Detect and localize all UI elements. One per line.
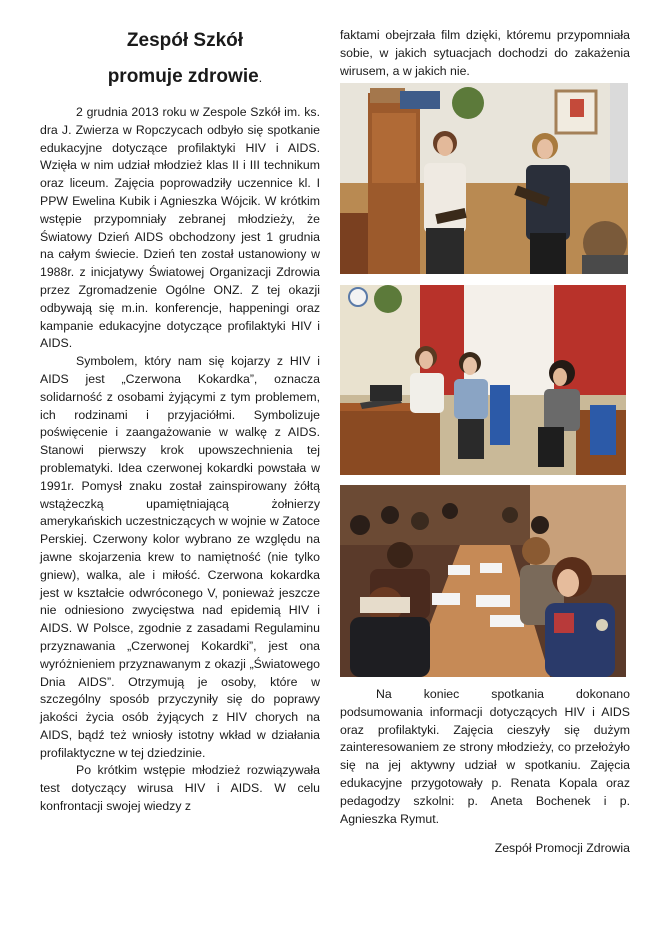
paragraph-film: faktami obejrzała film dzięki, któremu przypomniała sobie, w jakich sytuacjach dochodzi do zakażenia wirusem, a w jakich nie.: [340, 28, 630, 78]
paragraph-red-ribbon: Symbolem, który nam się kojarzy z HIV i AIDS jest „Czerwona Kokardka”, oznacza solidarność z osobami żyjącymi z tym problemem, ich rodzinami i przyjaciółmi. Symbolizuje poświęcenie i zaangażowanie w walkę z AIDS. Stanowi pierwszy krok upowszechnienia tej problematyki. Idea czerwonej kokardki powstała w 1991r. Pomysł znaku został zainspirowany żółtą wstążeczką upamiętniającą żołnierzy amerykańskich uczestniczących w wojnie w Zatoce Perskiej. Czerwony kolor wybrano ze względu na jawne skojarzenia krew to namiętność (nie tylko gniew), walka, ale i miłość. Czerwona kokardka jest w kształcie odwróconego V, ponieważ jeszcze nie odniesiono zwycięstwa nad epidemią HIV i AIDS. W Polsce, zgodnie z zasadami Regulaminu przyznawania „Czerwonej Kokardki”, jest ona wyróżnieniem przyznawanym z okazji „Światowego Dnia AIDS”. Otrzymują je osoby, które w szczególny sposób przyczyniły się do poprawy jakości życia osób żyjących z HIV chorych na AIDS, bądź też wniosły istotny wkład w działania profilaktyczne w tej dziedzinie.: [40, 354, 320, 760]
article-title-line1: Zespół Szkół: [126, 30, 244, 51]
signature: Zespół Promocji Zdrowia: [494, 841, 630, 855]
photo-teachers: [340, 285, 626, 475]
article-title-line2: [40, 66, 330, 88]
paragraph-test: Po krótkim wstępie młodzież rozwiązywała test dotyczący wirusa HIV i AIDS. W celu konfrontacji swojej wiedzy z: [40, 763, 320, 814]
title-text: promuje zdrowie: [107, 66, 259, 87]
left-column: [40, 104, 320, 816]
photo-presenters: [340, 83, 628, 274]
photo-students-test: [340, 485, 626, 677]
right-column-top: [340, 27, 630, 80]
paragraph-intro: 2 grudnia 2013 roku w Zespole Szkół im. ks. dra J. Zwierza w Ropczycach odbyło się spotkanie edukacyjne dotyczące profilaktyki HIV i AIDS. Wzięła w nim udział młodzież klas II i III technikum oraz liceum. Zajęcia poprowadziły uczennice kl. I PPW Ewelina Kubik i Agnieszka Wójcik. W krótkim wstępie przypomniały zebranej młodzieży, że Światowy Dzień AIDS obchodzony jest 1 grudnia na całym świecie. Dzień ten został ustanowiony w 1988r. z inicjatywy Światowej Organizacji Zdrowia przez Zgromadzenie Ogólne ONZ. Z tej okazji odbywają się m.in. konferencje, happeningi oraz kampanie edukacyjne dotyczące profilaktyki HIV i AIDS.: [40, 105, 320, 351]
paragraph-summary: Na koniec spotkania dokonano podsumowania informacji dotyczących HIV i AIDS oraz profilaktyki. Zajęcia cieszyły się dużym zainteresowaniem ze strony młodzieży, co przełożyło się na jej aktywny udział w spotkaniu. Zajęcia edukacyjne przygotowały p. Renata Kopala oraz pedagodzy szkolni: p. Aneta Bochenek i p. Agnieszka Rymut.: [340, 687, 630, 826]
right-column-bottom: [340, 686, 630, 828]
title-dot: .: [258, 70, 263, 85]
